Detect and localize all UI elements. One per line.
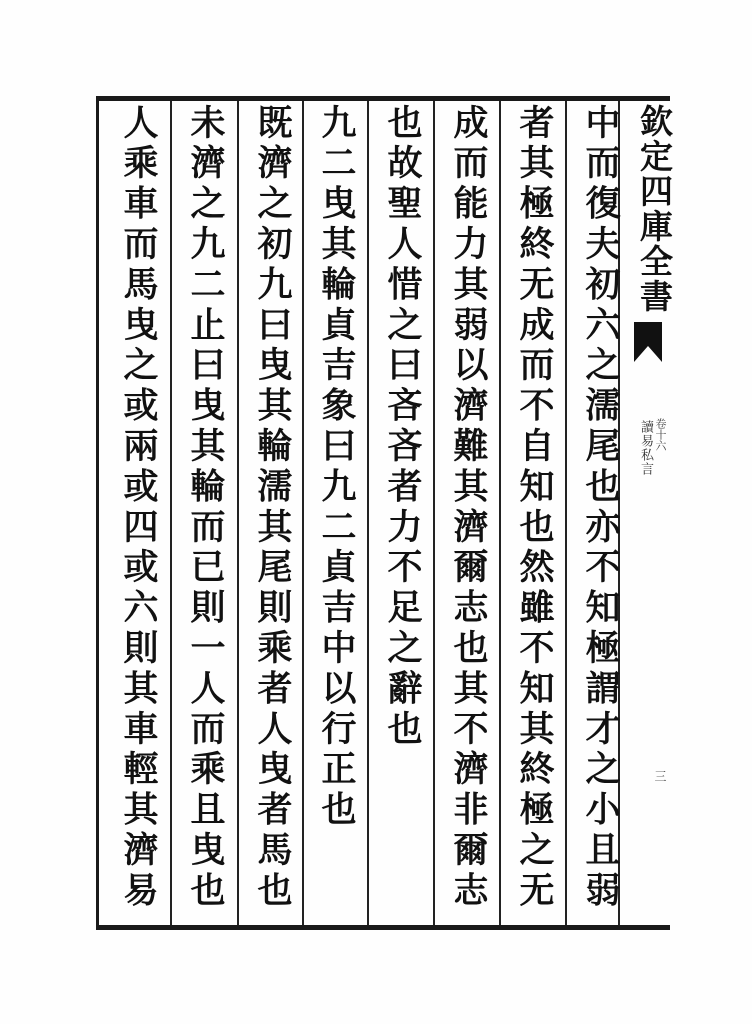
column-rule	[499, 101, 501, 925]
book-title: 欽定四庫全書	[635, 104, 674, 314]
column-rule	[367, 101, 369, 925]
column-rule	[237, 101, 239, 925]
text-column-4: 也故聖人惜之曰吝吝者力不足之辭也	[382, 104, 423, 751]
text-column-6: 既濟之初九曰曳其輪濡其尾則乘者人曳者馬也	[252, 104, 293, 912]
text-column-7: 未濟之九二止曰曳其輪而已則一人而乘且曳也	[185, 104, 226, 912]
column-rule	[302, 101, 304, 925]
text-column-3: 成而能力其弱以濟難其濟爾志也其不濟非爾志	[448, 104, 489, 912]
column-rule	[433, 101, 435, 925]
column-rule	[170, 101, 172, 925]
text-column-5: 九二曳其輪貞吉象曰九二貞吉中以行正也	[316, 104, 357, 832]
volume-label: 卷十六	[654, 418, 667, 451]
text-column-8: 人乘車而馬曳之或兩或四或六則其車輕其濟易	[118, 104, 159, 912]
text-column-2: 者其極終无成而不自知也然雖不知其終極之无	[514, 104, 555, 912]
book-subtitle: 讀易私言	[638, 420, 653, 476]
column-rule	[565, 101, 567, 925]
text-column-1: 中而復夫初六之濡尾也亦不知極謂才之小且弱	[580, 104, 621, 912]
page-number: 三	[653, 770, 667, 782]
